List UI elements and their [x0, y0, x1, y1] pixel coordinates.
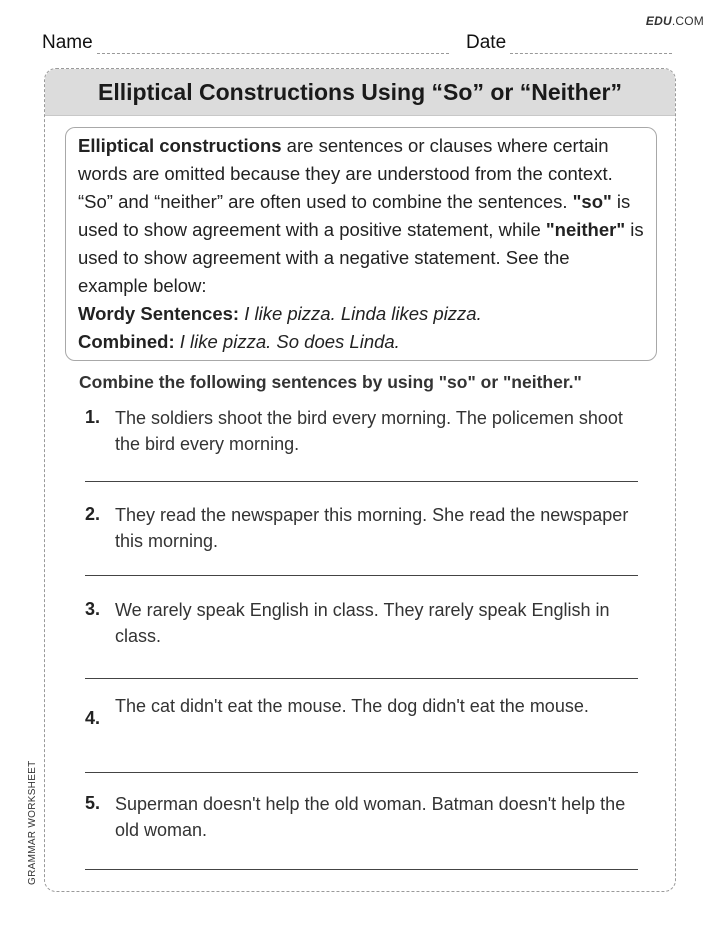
question-text: The soldiers shoot the bird every morning. The policemen shoot the bird every morning.	[115, 408, 623, 454]
question-number: 1.	[85, 407, 101, 427]
worksheet-panel	[44, 68, 676, 892]
question-number: 5.	[85, 793, 101, 813]
date-field[interactable]	[466, 32, 672, 54]
wordy-text: I like pizza. Linda likes pizza.	[239, 303, 482, 324]
info-neither-word: "neither"	[545, 219, 626, 240]
question-text: The cat didn't eat the mouse. The dog didn't eat the mouse.	[115, 696, 589, 716]
brand-logo-bold: EDU	[645, 14, 672, 28]
question-number: 4.	[85, 708, 101, 728]
info-end: is used to show agreement with a negative statement. See the example below:	[78, 219, 644, 296]
info-mid: is used to show agreement with a positive statement, while	[78, 191, 631, 240]
question-text: We rarely speak English in class. They rarely speak English in class.	[115, 600, 610, 646]
combined-example	[78, 328, 644, 356]
answer-line-2[interactable]	[85, 575, 638, 576]
answer-line-3[interactable]	[85, 678, 638, 679]
info-box	[65, 127, 657, 361]
info-intro: are sentences or clauses where certain words are omitted because they are understood from the context. “So” and “neither” are often used to combine the sentences.	[78, 135, 613, 212]
answer-line-4[interactable]	[85, 772, 638, 773]
question-text: Superman doesn't help the old woman. Batman doesn't help the old woman.	[115, 794, 626, 840]
question-number: 2.	[85, 504, 101, 524]
brand-logo-rest: .COM	[671, 14, 704, 28]
info-term: Elliptical constructions	[78, 135, 282, 156]
date-label: Date	[466, 32, 507, 53]
info-paragraph	[78, 132, 644, 300]
wordy-example	[78, 300, 644, 328]
instructions: Combine the following sentences by using "so" or "neither."	[79, 372, 582, 392]
date-line[interactable]	[510, 33, 672, 54]
brand-logo	[646, 14, 704, 28]
answer-line-1[interactable]	[85, 481, 638, 482]
name-field[interactable]	[42, 32, 449, 54]
worksheet-title: Elliptical Constructions Using “So” or “Neither”	[45, 69, 675, 116]
question-number: 3.	[85, 599, 101, 619]
combined-label: Combined:	[78, 331, 175, 352]
answer-line-5[interactable]	[85, 869, 638, 870]
question-text: They read the newspaper this morning. She read the newspaper this morning.	[115, 505, 629, 551]
info-so-word: "so"	[572, 191, 612, 212]
header-row	[42, 32, 678, 56]
wordy-label: Wordy Sentences:	[78, 303, 240, 324]
side-label: GRAMMAR WORKSHEET	[27, 760, 38, 885]
name-label: Name	[42, 32, 93, 53]
combined-text: I like pizza. So does Linda.	[174, 331, 400, 352]
name-line[interactable]	[97, 33, 449, 54]
